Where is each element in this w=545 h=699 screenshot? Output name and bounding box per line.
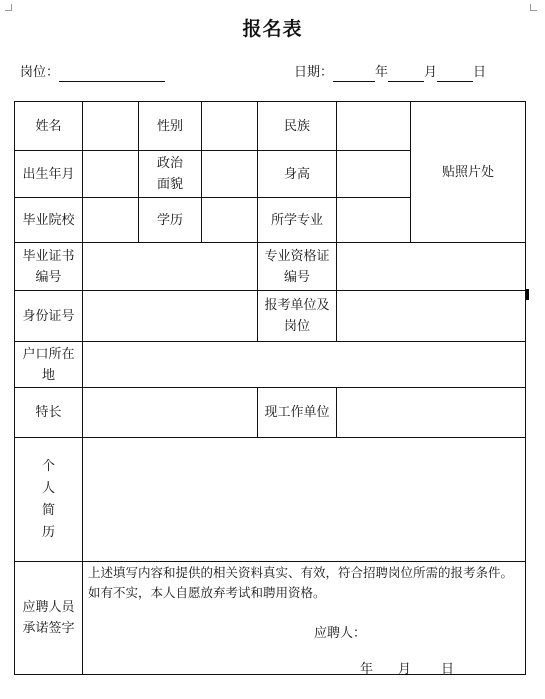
day-label: 日	[473, 65, 487, 80]
political-status-field[interactable]	[202, 151, 257, 197]
diploma-number-field[interactable]	[83, 243, 257, 290]
political-status-label: 政治 面貌	[156, 156, 183, 192]
date-label: 日期：	[294, 65, 334, 80]
qualification-number-field[interactable]	[337, 243, 525, 290]
school-label: 毕业院校	[22, 212, 75, 228]
education-label: 学历	[156, 212, 183, 228]
pledge-day-label: 日	[441, 662, 455, 677]
name-field[interactable]	[83, 102, 138, 150]
signer-label[interactable]: 应聘人：	[314, 626, 367, 641]
apply-unit-label: 报考单位及 岗位	[264, 298, 330, 334]
height-label: 身高	[283, 166, 310, 182]
education-field[interactable]	[202, 198, 257, 242]
pledge-line: 如有不实，本人自愿放弃考试和聘用资格。	[88, 585, 326, 600]
height-field[interactable]	[337, 151, 410, 197]
ethnicity-label: 民族	[283, 118, 310, 134]
major-field[interactable]	[337, 198, 410, 242]
school-field[interactable]	[83, 198, 138, 242]
gender-label: 性别	[156, 118, 183, 134]
diploma-number-label: 毕业证书 编号	[22, 248, 75, 285]
hukou-field[interactable]	[83, 342, 525, 387]
current-unit-field[interactable]	[337, 388, 525, 437]
specialty-field[interactable]	[83, 388, 257, 437]
photo-placeholder[interactable]: 贴照片处	[441, 164, 494, 180]
hukou-label: 户口所在 地	[22, 346, 75, 383]
ethnicity-field[interactable]	[337, 102, 410, 150]
pledge-text	[88, 563, 524, 603]
year-label: 年	[375, 65, 389, 80]
document-title: 报名表	[242, 18, 303, 40]
birth-label: 出生年月	[22, 166, 75, 182]
current-unit-label: 现工作单位	[264, 405, 330, 420]
qualification-number-label: 专业资格证 编号	[264, 248, 330, 285]
resume-label: 个 人 简 历	[41, 458, 55, 540]
apply-unit-field[interactable]	[337, 291, 525, 341]
major-label: 所学专业	[270, 212, 323, 228]
month-label: 月	[424, 65, 438, 80]
id-number-field[interactable]	[83, 291, 257, 341]
birth-field[interactable]	[83, 151, 138, 197]
pledge-year-label: 年	[360, 662, 374, 677]
position-label: 岗位：	[20, 65, 60, 80]
gender-field[interactable]	[202, 102, 257, 150]
pledge-line: 上述填写内容和提供的相关资料真实、有效，符合招聘岗位所需的报考条件。	[88, 565, 514, 580]
resume-field[interactable]	[83, 438, 525, 561]
pledge-month-label: 月	[398, 662, 412, 677]
id-number-label: 身份证号	[22, 308, 75, 324]
text-cursor	[526, 289, 529, 300]
specialty-label: 特长	[35, 405, 62, 420]
pledge-signature-label: 应聘人员 承诺签字	[22, 600, 75, 636]
name-label: 姓名	[35, 118, 62, 134]
